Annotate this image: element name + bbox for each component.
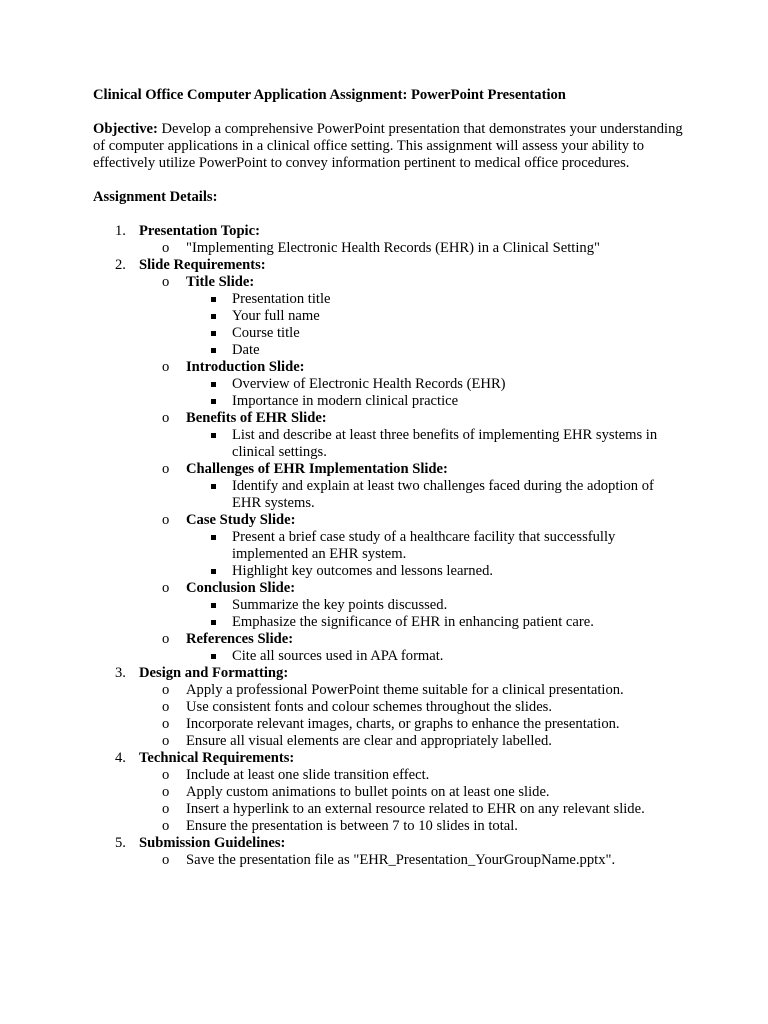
bullet-list [186, 478, 683, 512]
section-title: Technical Requirements: [139, 750, 295, 766]
section-number: 3. [115, 665, 126, 681]
bullet-item [186, 563, 683, 580]
sub-item [139, 852, 683, 869]
bullet-list [186, 529, 683, 580]
square-bullet-icon [211, 535, 216, 540]
sub-item-text: "Implementing Electronic Health Records (EHR) in a Clinical Setting" [186, 240, 600, 256]
sub-item [139, 240, 683, 257]
bullet-text: Cite all sources used in APA format. [232, 648, 444, 664]
sub-item-text: Apply a professional PowerPoint theme suitable for a clinical presentation. [186, 682, 624, 698]
bullet-item [186, 597, 683, 614]
square-bullet-icon [211, 297, 216, 302]
hollow-bullet-icon: o [162, 784, 170, 800]
bullet-item [186, 427, 683, 461]
hollow-bullet-icon: o [162, 767, 170, 783]
square-bullet-icon [211, 433, 216, 438]
sub-item-list [139, 852, 683, 869]
sub-item-title: Case Study Slide: [186, 512, 296, 528]
objective-text: Develop a comprehensive PowerPoint presentation that demonstrates your understanding of computer applications in a clinical office setting. This assignment will assess your ability to effectively utilize PowerPoint to convey information pertinent to medical office procedures. [93, 121, 683, 171]
hollow-bullet-icon: o [162, 240, 170, 256]
bullet-text: Overview of Electronic Health Records (EHR) [232, 376, 506, 392]
section-item [93, 257, 683, 665]
sub-item-list [139, 767, 683, 835]
hollow-bullet-icon: o [162, 733, 170, 749]
sub-item-title: Conclusion Slide: [186, 580, 296, 596]
square-bullet-icon [211, 603, 216, 608]
section-item [93, 665, 683, 750]
sub-item-title: Title Slide: [186, 274, 255, 290]
hollow-bullet-icon: o [162, 818, 170, 834]
hollow-bullet-icon: o [162, 580, 170, 596]
bullet-text: Emphasize the significance of EHR in enhancing patient care. [232, 614, 594, 630]
bullet-item [186, 376, 683, 393]
bullet-text: Highlight key outcomes and lessons learned. [232, 563, 494, 579]
bullet-text: Importance in modern clinical practice [232, 393, 459, 409]
sub-item [139, 682, 683, 699]
section-number: 1. [115, 223, 126, 239]
sub-item [139, 699, 683, 716]
bullet-item [186, 529, 683, 563]
section-item [93, 223, 683, 257]
bullet-item [186, 648, 683, 665]
square-bullet-icon [211, 654, 216, 659]
bullet-text: Presentation title [232, 291, 331, 307]
bullet-text: Identify and explain at least two challenges faced during the adoption of EHR systems. [232, 478, 654, 511]
sub-item [139, 410, 683, 461]
sub-item-title: Introduction Slide: [186, 359, 305, 375]
sub-item-text: Insert a hyperlink to an external resource related to EHR on any relevant slide. [186, 801, 645, 817]
hollow-bullet-icon: o [162, 801, 170, 817]
bullet-text: Present a brief case study of a healthcare facility that successfully implemented an EHR system. [232, 529, 616, 562]
square-bullet-icon [211, 620, 216, 625]
bullet-list [186, 291, 683, 359]
sub-item-title: Benefits of EHR Slide: [186, 410, 327, 426]
bullet-list [186, 376, 683, 410]
bullet-text: Your full name [232, 308, 320, 324]
sub-item [139, 461, 683, 512]
hollow-bullet-icon: o [162, 512, 170, 528]
section-number: 2. [115, 257, 126, 273]
sub-item-text: Save the presentation file as "EHR_Presentation_YourGroupName.pptx". [186, 852, 616, 868]
bullet-item [186, 393, 683, 410]
sub-item [139, 359, 683, 410]
section-number: 4. [115, 750, 126, 766]
section-item [93, 750, 683, 835]
square-bullet-icon [211, 314, 216, 319]
square-bullet-icon [211, 331, 216, 336]
objective-paragraph [93, 121, 683, 172]
sub-item-title: Challenges of EHR Implementation Slide: [186, 461, 448, 477]
bullet-item [186, 325, 683, 342]
section-title: Submission Guidelines: [139, 835, 286, 851]
bullet-item [186, 291, 683, 308]
objective-label: Objective: [93, 121, 158, 137]
section-number: 5. [115, 835, 126, 851]
section-item [93, 835, 683, 869]
sub-item [139, 733, 683, 750]
bullet-text: Date [232, 342, 260, 358]
square-bullet-icon [211, 569, 216, 574]
hollow-bullet-icon: o [162, 461, 170, 477]
sub-item [139, 274, 683, 359]
hollow-bullet-icon: o [162, 274, 170, 290]
sub-item [139, 784, 683, 801]
sub-item-text: Ensure all visual elements are clear and appropriately labelled. [186, 733, 552, 749]
document-page [93, 87, 683, 869]
hollow-bullet-icon: o [162, 631, 170, 647]
bullet-text: Summarize the key points discussed. [232, 597, 448, 613]
hollow-bullet-icon: o [162, 699, 170, 715]
sub-item [139, 716, 683, 733]
sub-item [139, 580, 683, 631]
bullet-item [186, 614, 683, 631]
sub-item [139, 631, 683, 665]
bullet-list [186, 427, 683, 461]
sub-item-text: Incorporate relevant images, charts, or graphs to enhance the presentation. [186, 716, 620, 732]
square-bullet-icon [211, 399, 216, 404]
section-title: Design and Formatting: [139, 665, 289, 681]
hollow-bullet-icon: o [162, 716, 170, 732]
sub-item-list [139, 274, 683, 665]
sub-item [139, 512, 683, 580]
hollow-bullet-icon: o [162, 359, 170, 375]
section-title: Slide Requirements: [139, 257, 266, 273]
bullet-list [186, 648, 683, 665]
sub-item [139, 767, 683, 784]
bullet-text: Course title [232, 325, 300, 341]
bullet-item [186, 478, 683, 512]
sub-item [139, 801, 683, 818]
bullet-item [186, 308, 683, 325]
sub-item-list [139, 240, 683, 257]
assignment-sections-list [93, 223, 683, 869]
document-title: Clinical Office Computer Application Assignment: PowerPoint Presentation [93, 87, 566, 103]
hollow-bullet-icon: o [162, 410, 170, 426]
hollow-bullet-icon: o [162, 852, 170, 868]
sub-item-text: Apply custom animations to bullet points on at least one slide. [186, 784, 550, 800]
bullet-list [186, 597, 683, 631]
sub-item-text: Use consistent fonts and colour schemes throughout the slides. [186, 699, 552, 715]
sub-item-text: Include at least one slide transition effect. [186, 767, 430, 783]
bullet-text: List and describe at least three benefits of implementing EHR systems in clinical settings. [232, 427, 658, 460]
sub-item [139, 818, 683, 835]
sub-item-text: Ensure the presentation is between 7 to 10 slides in total. [186, 818, 518, 834]
square-bullet-icon [211, 348, 216, 353]
square-bullet-icon [211, 382, 216, 387]
sub-item-list [139, 682, 683, 750]
hollow-bullet-icon: o [162, 682, 170, 698]
bullet-item [186, 342, 683, 359]
square-bullet-icon [211, 484, 216, 489]
sub-item-title: References Slide: [186, 631, 294, 647]
section-title: Presentation Topic: [139, 223, 260, 239]
assignment-details-heading: Assignment Details: [93, 189, 218, 205]
